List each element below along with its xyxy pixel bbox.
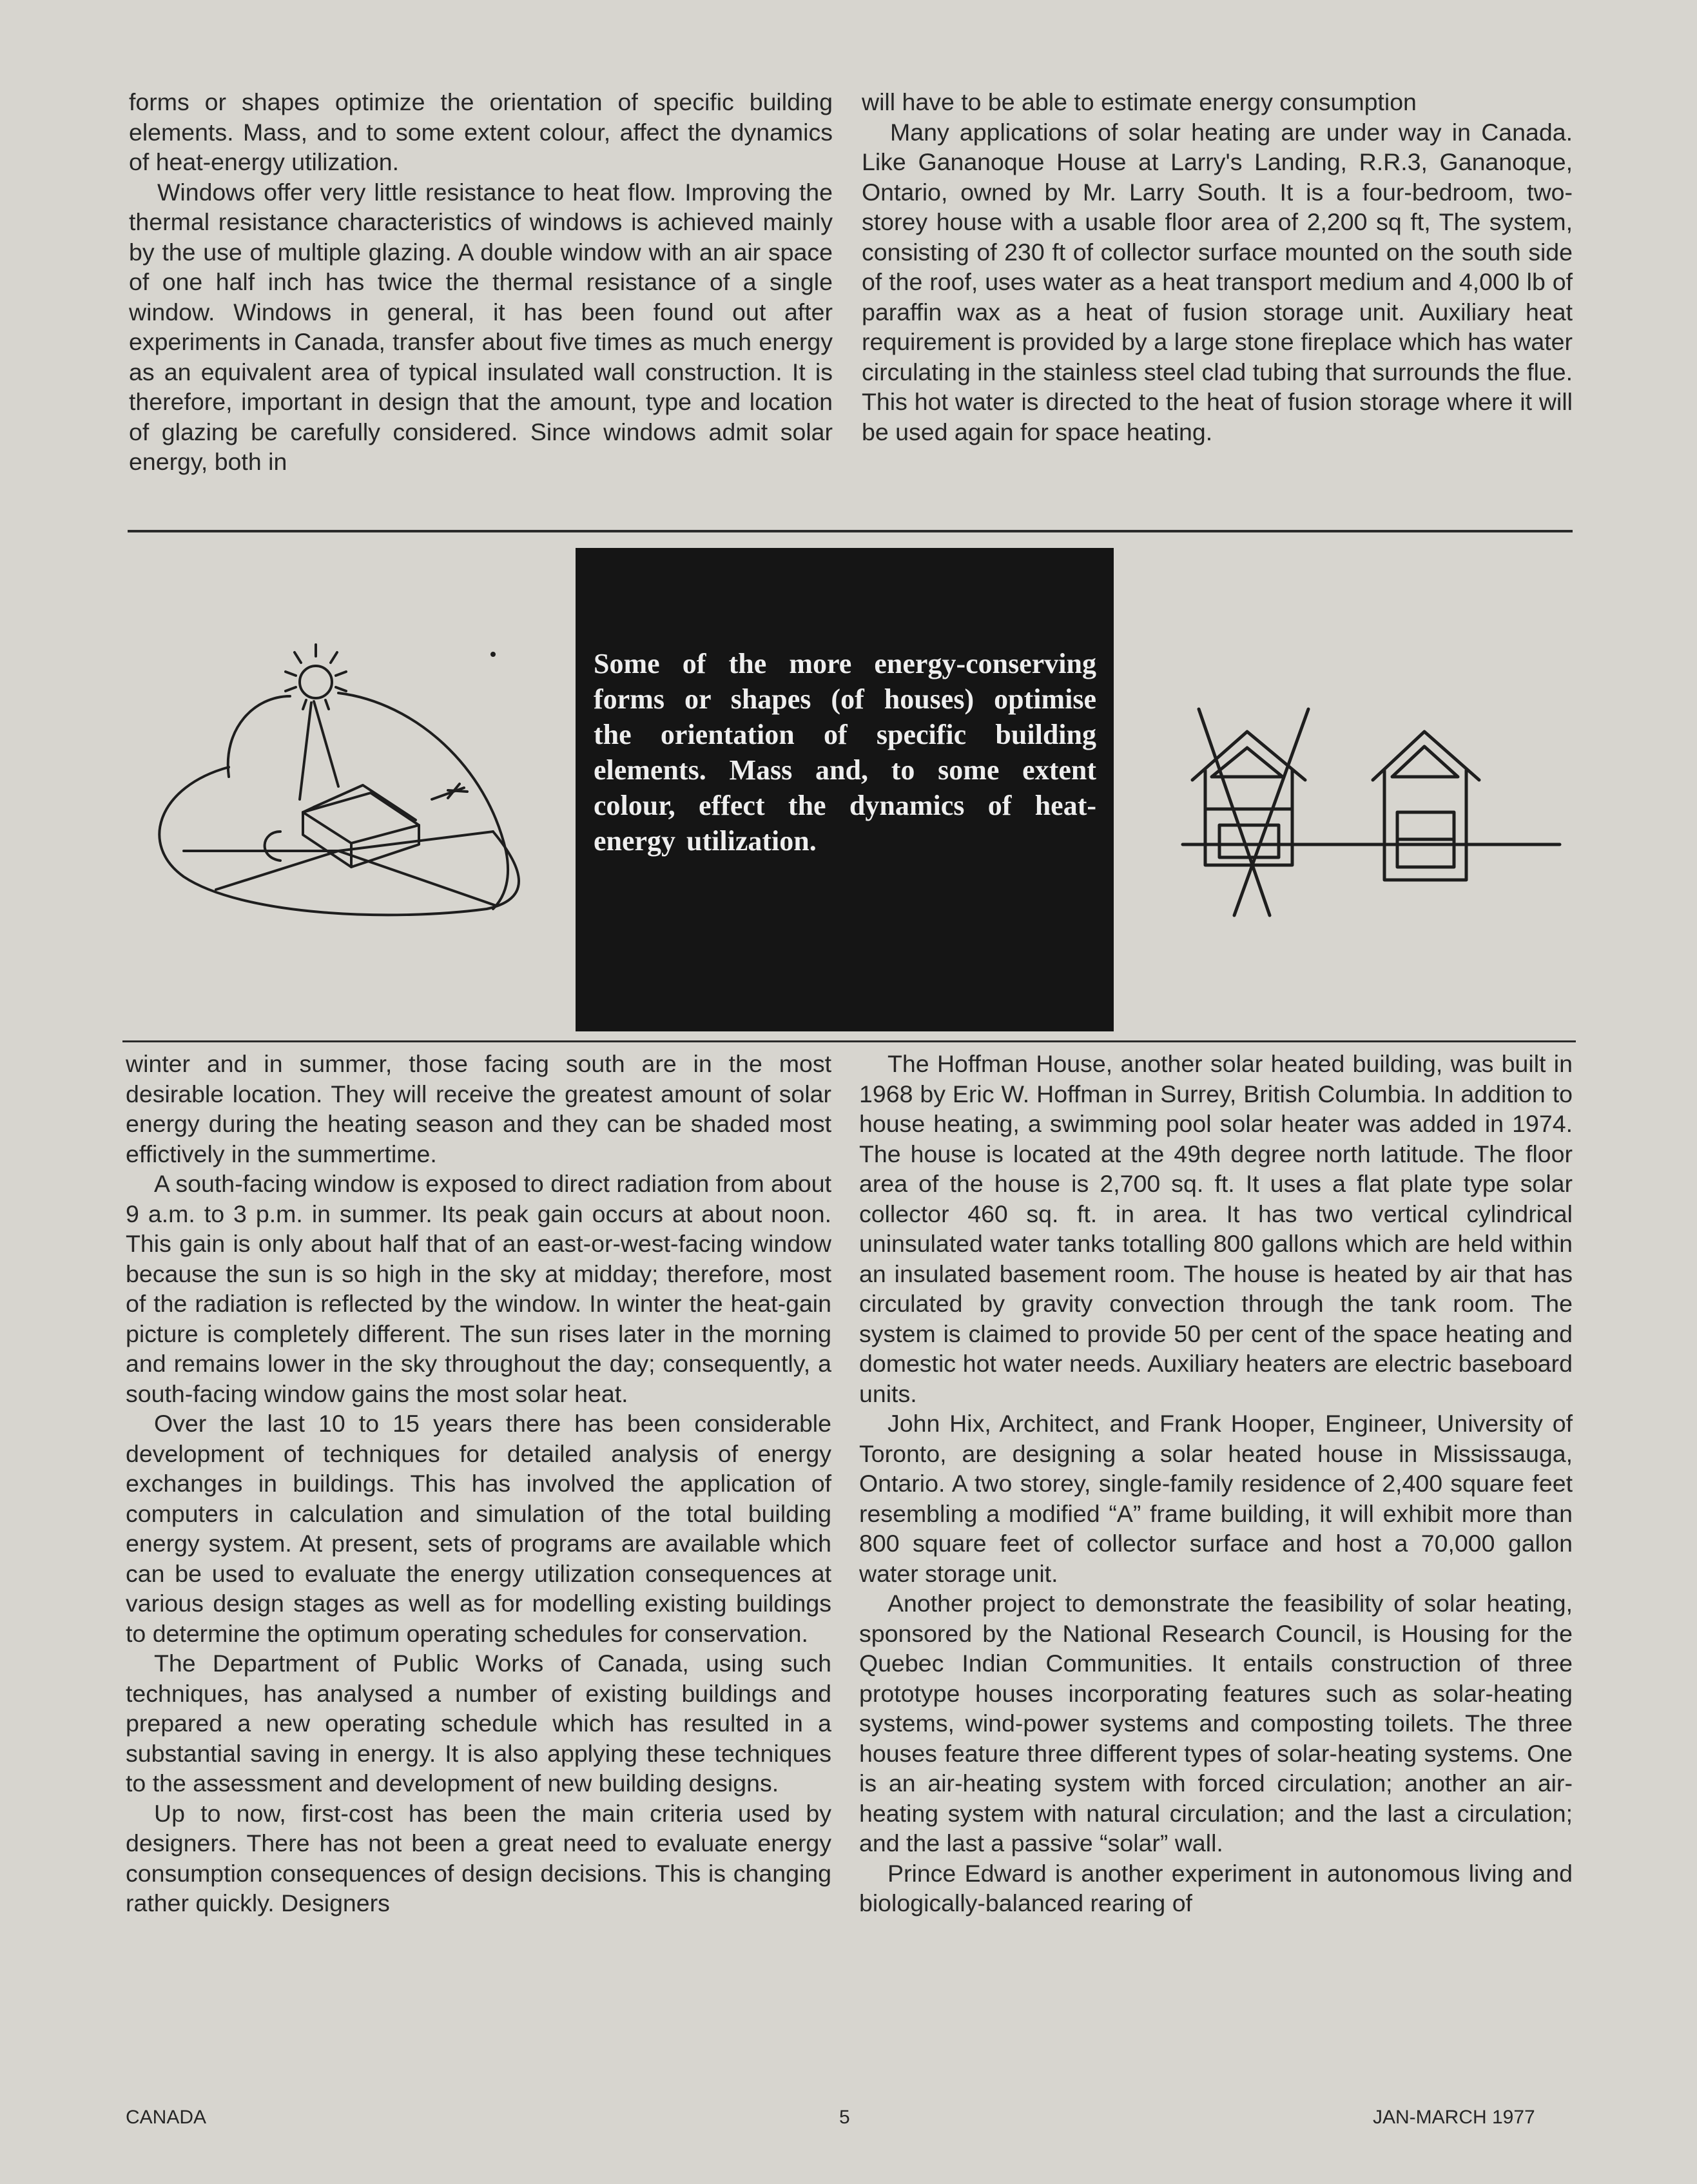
divider-top bbox=[128, 530, 1573, 532]
column-bottom-right bbox=[859, 1049, 1573, 1918]
sun-path-house-icon bbox=[145, 638, 538, 941]
column-top-right bbox=[862, 87, 1573, 447]
footer-page-number: 5 bbox=[839, 2107, 850, 2128]
footer-issue-date: JAN-MARCH 1977 bbox=[1373, 2107, 1535, 2128]
paragraph: Over the last 10 to 15 years there has been considerable development of techniques for detailed analysis of energy exchanges in buildings. This has involved the application of computers in calculation and simulation of the total building energy system. At present, sets of programs are available which can be used to evaluate the energy utilization consequences at various design stages as well as for modelling existing buildings to determine the optimum operating schedules for conservation. bbox=[126, 1410, 831, 1647]
house-comparison-icon bbox=[1179, 696, 1566, 928]
column-bottom-left bbox=[126, 1049, 831, 1918]
divider-middle bbox=[122, 1040, 1576, 1042]
footer-publication: CANADA bbox=[126, 2107, 207, 2128]
paragraph: The Hoffman House, another solar heated building, was built in 1968 by Eric W. Hoffman in Surrey, British Columbia. In addition to house heating, a swimming pool solar heater was added in 1974. The house is located at the 49th degree north latitude. The floor area of the house is 2,700 sq. ft. It uses a flat plate type solar collector 460 sq. ft. in area. It has two vertical cylindrical uninsulated water tanks totalling 800 gallons which are held within an insulated basement room. The house is heated by air that has circulated by gravity convection through the tank room. The system is claimed to provide 50 per cent of the space heating and domestic hot water needs. Auxiliary heaters are electric baseboard units. bbox=[859, 1050, 1573, 1407]
paragraph: A south-facing window is exposed to direct radiation from about 9 a.m. to 3 p.m. in summer. Its peak gain occurs at about noon. This gain is only about half that of an east-or-west-facing window because the sun is so high in the sky at midday; therefore, most of the radiation is reflected by the window. In winter the heat-gain picture is completely different. The sun rises later in the morning and remains lower in the sky throughout the day; consequently, a south-facing window gains the most solar heat. bbox=[126, 1170, 831, 1407]
paragraph: John Hix, Architect, and Frank Hooper, Engineer, University of Toronto, are designing a solar heated house in Mississauga, Ontario. A two storey, single-family residence of 2,400 square feet resembling a modified “A” frame building, it will exhibit more than 800 square feet of collector surface and host a 70,000 gallon water storage unit. bbox=[859, 1410, 1573, 1587]
paragraph: Many applications of solar heating are under way in Canada. Like Gananoque House at Larry's Landing, R.R.3, Gananoque, Ontario, owned by Mr. Larry South. It is a four-bedroom, two-storey house with a usable floor area of 2,200 sq ft, The system, consisting of 230 ft of collector surface mounted on the south side of the roof, uses water as a heat transport medium and 4,000 lb of paraffin wax as a heat of fusion storage unit. Auxiliary heat requirement is provided by a large stone fireplace which has water circulating in the stainless steel clad tubing that surrounds the flue. This hot water is directed to the heat of fusion storage where it will be used again for space heating. bbox=[862, 118, 1573, 445]
paragraph: Windows offer very little resistance to heat flow. Improving the thermal resistance characteristics of windows is achieved mainly by the use of multiple glazing. A double window with an air space of one half inch has twice the thermal resistance of a single window. Windows in general, it has been found out after experiments in Canada, transfer about five times as much energy as an equivalent area of typical insulated wall construction. It is therefore, important in design that the amount, type and location of glazing be carefully considered. Since windows admit solar energy, both in bbox=[129, 178, 833, 475]
paragraph: Up to now, first-cost has been the main criteria used by designers. There has not been a great need to evaluate energy consumption consequences of design decisions. This is changing rather quickly. Designers bbox=[126, 1799, 831, 1916]
paragraph: forms or shapes optimize the orientation of specific building elements. Mass, and to some extent colour, affect the dynamics of heat-energy utilization. bbox=[129, 88, 833, 175]
paragraph: winter and in summer, those facing south are in the most desirable location. They will receive the greatest amount of solar energy during the heating season and they can be shaded most effictively in the summertime. bbox=[126, 1050, 831, 1167]
pull-quote-box bbox=[576, 548, 1114, 1031]
paragraph: The Department of Public Works of Canada, using such techniques, has analysed a number of existing buildings and prepared a new operating schedule which has resulted in a substantial saving in energy. It is also applying these techniques to the assessment and development of new building designs. bbox=[126, 1650, 831, 1797]
pull-quote-text: Some of the more energy-conserving forms or shapes (of houses) optimise the orientation of specific building elements. Mass and, to some extent colour, effect the dynamics of heat-energy utilization. bbox=[594, 648, 1096, 857]
paragraph: will have to be able to estimate energy consumption bbox=[862, 88, 1417, 115]
paragraph: Prince Edward is another experiment in autonomous living and biologically-balanced rearing of bbox=[859, 1859, 1573, 1916]
paragraph: Another project to demonstrate the feasibility of solar heating, sponsored by the National Research Council, is Housing for the Quebec Indian Communities. It entails construction of three prototype houses incorporating features such as solar-heating systems, wind-power systems and composting toilets. The three houses feature three different types of solar-heating systems. One is an air-heating system with forced circulation; another an air-heating system with natural circulation; and the last a circulation; and the last a passive “solar” wall. bbox=[859, 1590, 1573, 1857]
column-top-left bbox=[129, 87, 833, 477]
